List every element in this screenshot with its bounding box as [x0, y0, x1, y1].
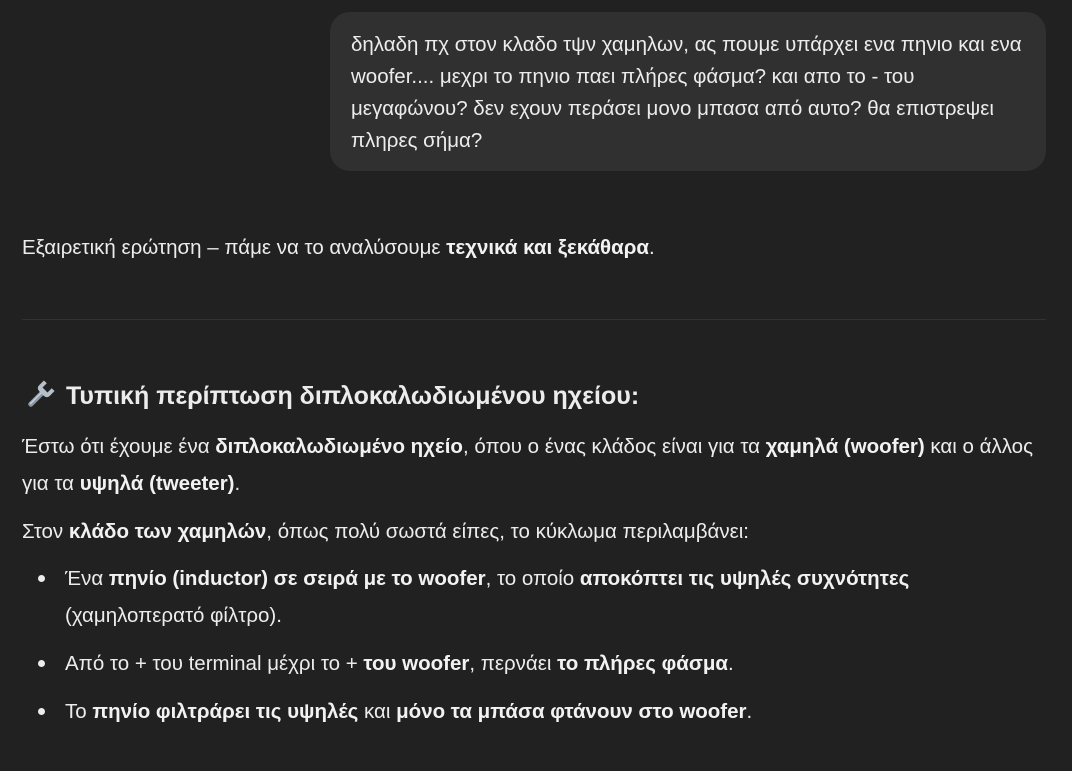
bullet-text: .	[728, 652, 734, 675]
bullet-bold: του woofer	[363, 652, 470, 675]
para1-text-3: και ο άλλος για τα	[22, 435, 1033, 495]
paragraph-low-branch	[22, 513, 749, 550]
intro-bold: τεχνικά και ξεκάθαρα	[446, 236, 650, 259]
bullet-dot	[38, 660, 45, 667]
heading-text: Τυπική περίπτωση διπλοκαλωδιωμένου ηχείου:	[66, 381, 640, 410]
bullet-bold: πηνίο φιλτράρει τις υψηλές	[92, 700, 359, 723]
bullet-text: , το οποίο	[485, 567, 580, 590]
para1-bold-3: υψηλά (tweeter)	[79, 472, 235, 495]
bullet-dot	[38, 575, 45, 582]
intro-text: Εξαιρετική ερώτηση – πάμε να το αναλύσουμε	[22, 236, 447, 259]
section-heading	[22, 376, 639, 416]
bullet-dot	[38, 708, 45, 715]
intro-end: .	[649, 236, 655, 259]
divider	[22, 319, 1046, 320]
list-item	[22, 560, 1046, 634]
bullet-bold: μόνο τα μπάσα φτάνουν στο woofer	[396, 700, 747, 723]
bullet-bold: αποκόπτει τις υψηλές συχνότητες	[579, 567, 910, 590]
bullet-text: , περνάει	[469, 652, 558, 675]
assistant-intro	[22, 232, 655, 264]
bullet-text: Ένα	[65, 567, 109, 590]
para2-text-1: Στον	[22, 520, 69, 543]
bullet-bold: το πλήρες φάσμα	[557, 652, 729, 675]
para1-text-1: Έστω ότι έχουμε ένα	[22, 435, 216, 458]
bullet-text: .	[746, 700, 753, 723]
para1-text-2: , όπου ο ένας κλάδος είναι για τα	[462, 435, 766, 458]
bullet-text: και	[358, 700, 397, 723]
user-message-bubble	[330, 12, 1046, 171]
wrench-icon	[22, 379, 56, 413]
bullet-text: Από το + του terminal μέχρι το +	[65, 652, 364, 675]
bullet-text: Το	[65, 700, 93, 723]
para2-text-2: , όπως πολύ σωστά είπες, το κύκλωμα περιλαμβάνει:	[266, 520, 749, 543]
paragraph-speaker-description	[22, 428, 1046, 502]
para1-text-4: .	[234, 472, 241, 495]
bullet-bold: πηνίο (inductor) σε σειρά με το woofer	[108, 567, 486, 590]
list-item	[22, 693, 1046, 730]
para1-bold-1: διπλοκαλωδιωμένο ηχείο	[215, 435, 463, 458]
user-message-text: δηλαδη πχ στον κλαδο τψν χαμηλων, ας πουμε υπάρχει ενα πηνιο και ενα woofer.... μεχρι το πηνιο παει πλήρες φάσμα? και απο το - του μεγαφώνου? δεν εχουν περάσει μονο μπασα από αυτο? θα επιστρεψει πληρες σήμα?	[351, 33, 1022, 152]
list-item	[22, 645, 1046, 682]
bullet-text: (χαμηλοπερατό φίλτρο).	[65, 604, 282, 627]
para1-bold-2: χαμηλά (woofer)	[765, 435, 925, 458]
para2-bold-1: κλάδο των χαμηλών	[68, 520, 267, 543]
bullet-list	[22, 560, 1046, 741]
